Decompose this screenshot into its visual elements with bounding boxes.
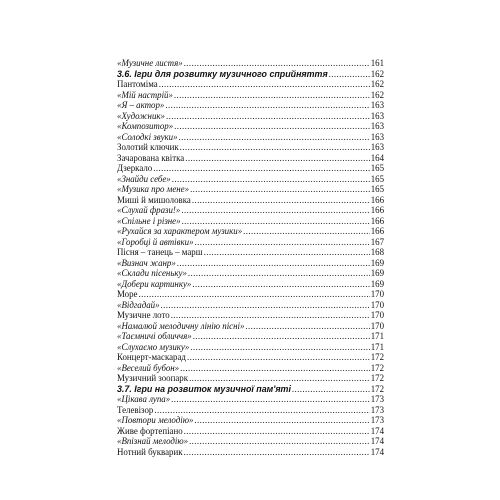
toc-entry-page: 172 [370, 383, 384, 394]
toc-leader-dots [187, 352, 370, 363]
toc-entry [117, 342, 384, 353]
toc-entry [117, 184, 384, 195]
toc-entry-page: 163 [370, 110, 384, 121]
toc-leader-dots [188, 268, 370, 279]
toc-entry-title: «Рухайся за характером музики» [117, 226, 243, 236]
toc-entry-title: «Повтори мелодію» [117, 415, 194, 425]
toc-entry-title: Море [117, 289, 138, 299]
toc-entry [117, 331, 384, 342]
toc-entry [117, 373, 384, 384]
toc-leader-dots [161, 300, 370, 311]
toc-entry-page: 166 [370, 215, 384, 226]
toc-entry-title: 3.6. Ігри для розвитку музичного сприйняття [117, 68, 328, 79]
toc-leader-dots [174, 121, 370, 132]
toc-entry-page: 172 [370, 373, 384, 383]
toc-leader-dots [189, 373, 370, 384]
toc-leader-dots [245, 321, 369, 332]
toc-entry-title: «Музичне листя» [117, 58, 183, 68]
toc-entry [117, 226, 384, 237]
toc-entry-page: 172 [370, 362, 384, 373]
toc-entry [117, 111, 384, 122]
toc-entry [117, 121, 384, 132]
toc-leader-dots [189, 436, 370, 447]
toc-entry-title: 3.7. Ігри на розвиток музичної пам'яті [117, 383, 291, 394]
toc-entry [117, 300, 384, 311]
toc-entry-page: 165 [370, 163, 384, 173]
toc-entry-title: «Намалюй мелодичну лінію пісні» [117, 320, 245, 331]
toc-leader-dots [204, 247, 370, 258]
toc-leader-dots [172, 174, 370, 185]
toc-entry-title: Телевізор [117, 404, 154, 415]
toc-entry [117, 310, 384, 321]
toc-entry [117, 268, 384, 279]
toc-entry-title: Музичне лото [117, 310, 170, 320]
toc-entry [117, 405, 384, 416]
toc-entry-page: 173 [370, 415, 384, 425]
table-of-contents [117, 58, 384, 457]
toc-leader-dots [243, 226, 370, 237]
toc-entry-title: «Знайди себе» [117, 173, 171, 184]
toc-entry [117, 205, 384, 216]
toc-entry-page: 174 [370, 425, 384, 436]
toc-entry-page: 174 [370, 446, 384, 457]
toc-entry [117, 384, 384, 395]
toc-leader-dots [171, 394, 370, 405]
toc-entry-page: 163 [370, 121, 384, 131]
toc-entry-title: Пісня – танець – марш [117, 247, 203, 257]
toc-entry-title: «Цікава лупа» [117, 394, 171, 404]
toc-leader-dots [292, 384, 370, 395]
toc-leader-dots [185, 153, 369, 164]
toc-entry-title: «Таємничі обличчя» [117, 331, 192, 341]
toc-leader-dots [192, 279, 369, 290]
toc-entry-title: «Добери картинку» [117, 278, 192, 289]
toc-entry-page: 162 [370, 89, 384, 100]
toc-entry-title: «Солодкі звуки» [117, 131, 178, 142]
toc-entry-title: «Слухаємо музику» [117, 341, 190, 352]
toc-leader-dots [184, 426, 370, 437]
toc-leader-dots [193, 331, 370, 342]
toc-entry [117, 163, 384, 174]
toc-entry-page: 163 [370, 131, 384, 142]
toc-entry-page: 173 [370, 404, 384, 415]
toc-leader-dots [190, 342, 369, 353]
toc-entry-page: 170 [370, 320, 384, 331]
toc-entry [117, 394, 384, 405]
toc-entry-title: «Впізнай мелодію» [117, 436, 189, 446]
toc-entry-title: «Відгадай» [117, 299, 160, 310]
toc-entry [117, 415, 384, 426]
toc-entry [117, 195, 384, 206]
toc-entry [117, 142, 384, 153]
toc-entry [117, 258, 384, 269]
toc-entry-page: 161 [370, 58, 384, 68]
toc-entry [117, 279, 384, 290]
toc-entry [117, 436, 384, 447]
toc-leader-dots [192, 195, 370, 206]
toc-entry-page: 173 [370, 394, 384, 404]
toc-entry-page: 166 [370, 194, 384, 205]
toc-entry-page: 165 [370, 173, 384, 184]
toc-entry-title: Музичний зоопарк [117, 373, 189, 383]
toc-entry-title: «Композитор» [117, 121, 174, 131]
toc-entry-title: «Слухай фрази!» [117, 205, 181, 215]
toc-entry-page: 171 [370, 341, 384, 352]
toc-entry-title: «Склади пісеньку» [117, 268, 187, 278]
toc-entry-title: «Я – актор» [117, 100, 165, 110]
toc-entry [117, 174, 384, 185]
toc-entry-page: 163 [370, 142, 384, 152]
toc-entry-page: 167 [370, 236, 384, 247]
toc-entry [117, 237, 384, 248]
toc-entry-title: Нотний букварик [117, 446, 183, 457]
toc-entry [117, 100, 384, 111]
toc-entry-page: 169 [370, 257, 384, 268]
toc-entry [117, 79, 384, 90]
toc-entry-page: 166 [370, 226, 384, 236]
toc-entry-page: 169 [370, 268, 384, 278]
toc-leader-dots [182, 216, 370, 227]
toc-leader-dots [184, 58, 370, 69]
toc-leader-dots [179, 132, 370, 143]
toc-entry-title: Зачарована квітка [117, 152, 185, 163]
toc-entry-page: 171 [370, 331, 384, 341]
toc-entry [117, 352, 384, 363]
toc-entry-page: 170 [370, 289, 384, 299]
toc-entry-title: «Визнач жанр» [117, 257, 176, 268]
toc-leader-dots [154, 405, 369, 416]
toc-leader-dots [159, 79, 370, 90]
toc-entry [117, 216, 384, 227]
toc-entry-page: 163 [370, 100, 384, 110]
toc-entry-title: Дзеркало [117, 163, 153, 173]
toc-entry [117, 426, 384, 437]
toc-entry-page: 172 [370, 352, 384, 362]
toc-entry-page: 174 [370, 436, 384, 446]
toc-entry-page: 162 [370, 68, 384, 79]
toc-entry [117, 58, 384, 69]
toc-leader-dots [138, 289, 369, 300]
toc-entry [117, 289, 384, 300]
toc-entry [117, 247, 384, 258]
toc-entry-page: 169 [370, 278, 384, 289]
toc-leader-dots [171, 310, 370, 321]
toc-entry-title: «Веселий бубон» [117, 362, 180, 373]
toc-leader-dots [190, 184, 370, 195]
toc-entry-title: Живе фортепіано [117, 425, 183, 436]
toc-entry [117, 321, 384, 332]
toc-entry-title: «Художник» [117, 110, 165, 121]
toc-leader-dots [180, 363, 370, 374]
toc-entry-page: 170 [370, 310, 384, 320]
toc-entry [117, 132, 384, 143]
toc-leader-dots [180, 142, 370, 153]
toc-leader-dots [195, 237, 370, 248]
toc-leader-dots [153, 163, 369, 174]
toc-leader-dots [165, 100, 369, 111]
toc-entry-page: 164 [370, 152, 384, 163]
toc-entry-title: Миші й мишоловка [117, 194, 191, 205]
toc-entry-title: «Мій настрій» [117, 89, 173, 100]
toc-leader-dots [194, 415, 369, 426]
toc-leader-dots [184, 447, 370, 458]
toc-entry [117, 447, 384, 458]
toc-entry [117, 153, 384, 164]
toc-entry [117, 69, 384, 80]
toc-entry-page: 165 [370, 184, 384, 194]
toc-leader-dots [181, 205, 369, 216]
toc-entry-page: 170 [370, 299, 384, 310]
toc-entry-title: Концерт-маскарад [117, 352, 186, 362]
toc-entry-title: «Спільне і різне» [117, 215, 181, 226]
toc-entry-page: 168 [370, 247, 384, 257]
toc-entry-title: «Музика про мене» [117, 184, 190, 194]
toc-entry-page: 166 [370, 205, 384, 215]
toc-entry-title: Золотий ключик [117, 142, 179, 152]
toc-entry-title: «Горобці й автівки» [117, 236, 194, 247]
toc-entry [117, 363, 384, 374]
toc-entry-page: 162 [370, 79, 384, 89]
toc-leader-dots [177, 258, 370, 269]
toc-leader-dots [166, 111, 370, 122]
toc-entry [117, 90, 384, 101]
toc-leader-dots [174, 90, 370, 101]
toc-leader-dots [329, 69, 370, 80]
toc-entry-title: Пантоміма [117, 79, 158, 89]
